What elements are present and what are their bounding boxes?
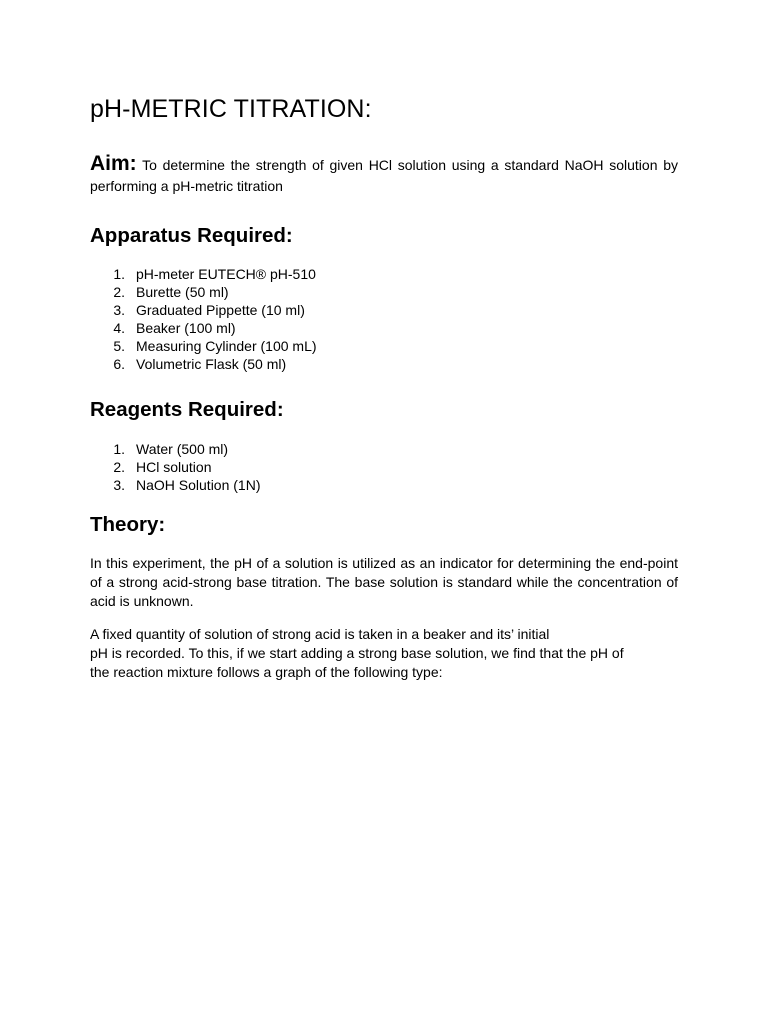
list-item [90,476,261,494]
list-item [90,440,261,458]
list-item-text: Burette (50 ml) [136,284,229,300]
reagents-list [90,440,261,494]
list-item [90,458,261,476]
list-item-number: 5. [113,338,125,354]
list-item-number: 1. [113,441,125,457]
paragraph-line: pH is recorded. To this, if we start adding a strong base solution, we find that the pH of [90,645,624,661]
list-item [90,337,317,355]
paragraph-line: the reaction mixture follows a graph of the following type: [90,664,443,680]
theory-heading: Theory: [90,513,166,536]
reagents-heading: Reagents Required: [90,398,284,421]
list-item-number: 2. [113,284,125,300]
list-item [90,355,317,373]
list-item-text: Water (500 ml) [136,441,229,457]
aim-label: Aim: [90,152,137,175]
list-item-text: Graduated Pippette (10 ml) [136,302,305,318]
paragraph-line: A fixed quantity of solution of strong acid is taken in a beaker and its’ initial [90,626,550,642]
list-item-number: 3. [113,477,125,493]
aim-text: To determine the strength of given HCl solution using a standard NaOH solution by performing a pH-metric titration [90,157,678,194]
aim-paragraph [90,153,678,197]
theory-paragraph-1: In this experiment, the pH of a solution is utilized as an indicator for determining the end-point of a strong acid-strong base titration. The base solution is standard while the concentration of acid is unknown. [90,555,678,609]
page-title: pH-METRIC TITRATION: [90,95,372,123]
list-item-text: Measuring Cylinder (100 mL) [136,338,317,354]
apparatus-list [90,265,317,373]
list-item-text: NaOH Solution (1N) [136,477,261,493]
list-item-number: 3. [113,302,125,318]
list-item-text: pH-meter EUTECH® pH-510 [136,266,316,282]
list-item-number: 1. [113,266,125,282]
list-item-number: 6. [113,356,125,372]
list-item [90,283,317,301]
list-item [90,265,317,283]
list-item-text: Volumetric Flask (50 ml) [136,356,287,372]
list-item [90,319,317,337]
list-item-number: 4. [113,320,125,336]
list-item-text: HCl solution [136,459,212,475]
list-item-text: Beaker (100 ml) [136,320,236,336]
theory-paragraph-2 [90,625,678,682]
apparatus-heading: Apparatus Required: [90,224,293,247]
list-item [90,301,317,319]
list-item-number: 2. [113,459,125,475]
